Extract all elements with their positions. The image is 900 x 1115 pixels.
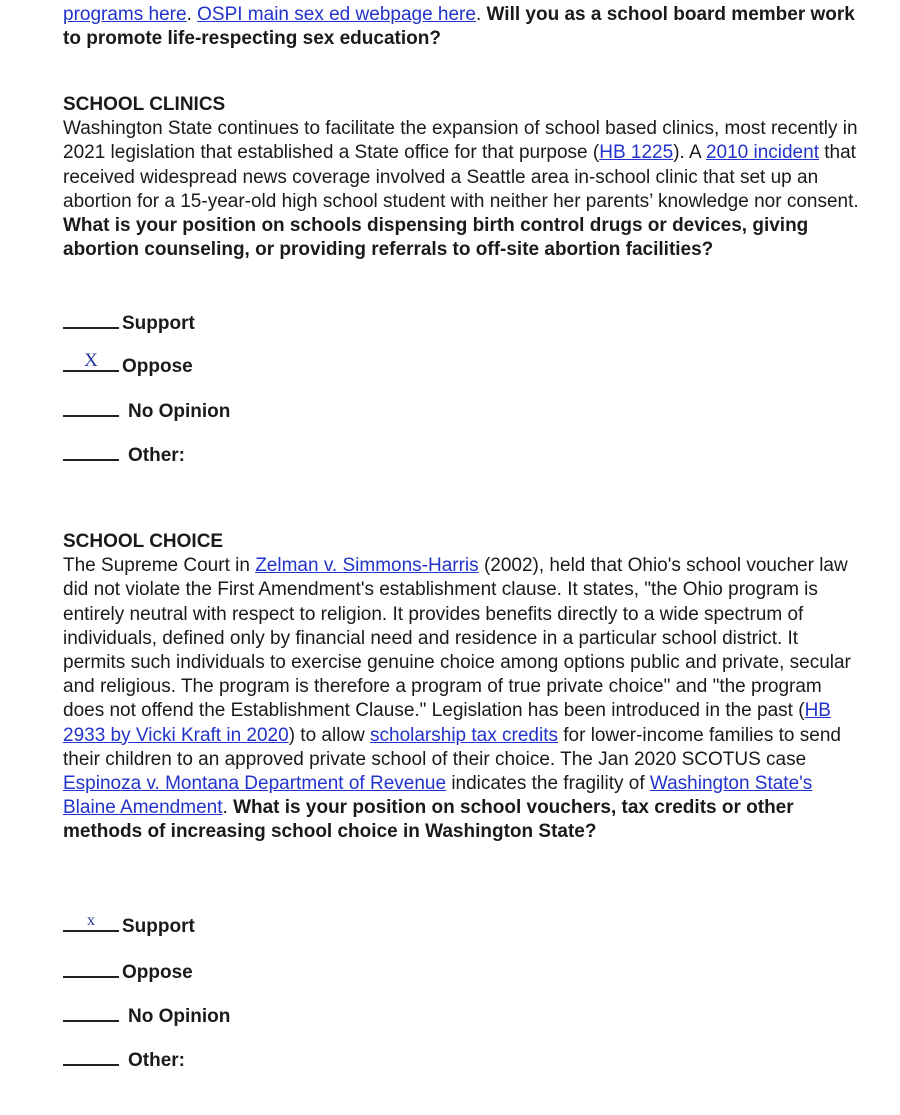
school-clinics-body [63,117,863,262]
option-label: Oppose [122,962,193,983]
ospi-sex-ed-link[interactable]: OSPI main sex ed webpage here [197,4,476,25]
scholarship-tax-credits-link[interactable]: scholarship tax credits [370,724,558,746]
option-label: No Opinion [128,401,231,422]
answer-mark: X [84,349,98,371]
option-label: No Opinion [128,1006,231,1027]
answer-blank[interactable] [63,309,119,329]
option-label: Oppose [122,356,193,377]
school-choice-heading: SCHOOL CHOICE [63,531,224,552]
answer-blank[interactable] [63,958,119,978]
intro-question: Will you as a school board member work to promote life-respecting sex education? [63,4,855,50]
intro-paragraph [63,3,863,51]
answer-blank[interactable] [63,349,119,372]
choice-option-support[interactable] [63,912,195,938]
espinoza-link[interactable]: Espinoza v. Montana Department of Revenue [63,773,447,795]
option-label: Other: [128,1050,185,1071]
intro-sep2: . [475,4,487,25]
clinics-text: that received widespread news coverage involved a Seattle area in-school clinic that set up an abortion for a 15-year-old high school student with neither her parents’ knowledge nor consent. [63,142,859,212]
answer-blank[interactable] [63,1002,119,1022]
clinics-option-oppose[interactable] [63,349,193,378]
choice-text: The Supreme Court in [63,555,256,577]
choice-text: indicates the fragility of [446,773,650,795]
clinics-text: Washington State continues to facilitate the expansion of school based clinics, most recently in 2021 legislation that established a State office for that purpose ( [63,118,858,164]
clinics-text: ). A [673,142,706,164]
school-choice-section [63,530,863,845]
choice-text: for lower-income families to send their children to an approved private school of their choice. The Jan 2020 SCOTUS case [63,724,841,770]
option-label: Support [122,916,195,937]
choice-option-other[interactable] [63,1046,185,1072]
hb-1225-link[interactable]: HB 1225 [599,142,674,164]
incident-2010-link[interactable]: 2010 incident [705,142,819,164]
intro-sep: . [186,4,198,25]
choice-option-oppose[interactable] [63,958,193,984]
school-clinics-heading: SCHOOL CLINICS [63,94,226,115]
school-clinics-section [63,93,863,262]
hb-2933-link[interactable]: HB 2933 by Vicki Kraft in 2020 [63,700,831,746]
choice-question: What is your position on school vouchers, tax credits or other methods of increasing school choice in Washington State? [63,797,794,843]
answer-blank[interactable] [63,1046,119,1066]
clinics-question: What is your position on schools dispensing birth control drugs or devices, giving abortion counseling, or providing referrals to off-site abortion facilities? [63,215,809,261]
programs-link[interactable]: programs here [63,4,187,25]
clinics-option-other[interactable] [63,441,185,467]
clinics-option-support[interactable] [63,309,195,335]
answer-blank[interactable] [63,912,119,932]
choice-text: (2002), held that Ohio's school voucher law did not violate the First Amendment's establishment clause. It states, "the Ohio program is entirely neutral with respect to religion. It provides benefits directly to a wide spectrum of individuals, defined only by financial need and residence in a particular school district. It permits such individuals to exercise genuine choice among options public and private, secular and religious. The program is therefore a program of true private choice" and "the program does not offend the Establishment Clause." Legislation has been introduced in the past ( [63,555,851,722]
option-label: Support [122,313,195,334]
option-label: Other: [128,445,185,466]
choice-text: . [222,797,234,819]
answer-blank[interactable] [63,397,119,417]
zelman-link[interactable]: Zelman v. Simmons-Harris [255,555,479,577]
school-choice-body [63,554,863,844]
choice-option-no-opinion[interactable] [63,1002,230,1028]
answer-mark: x [87,911,95,929]
clinics-option-no-opinion[interactable] [63,397,230,423]
answer-blank[interactable] [63,441,119,461]
choice-text: ) to allow [288,724,370,746]
blaine-amendment-link[interactable]: Washington State's Blaine Amendment [63,773,813,819]
